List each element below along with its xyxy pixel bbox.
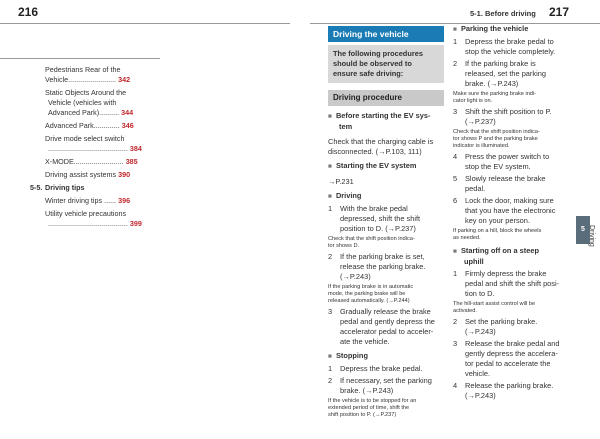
- paragraph: Check that the charging cable is disconnected. (→P.103, 111): [328, 137, 434, 156]
- note: The hill-start assist control will be activated.: [453, 301, 536, 314]
- left-page-number: 216: [18, 5, 39, 19]
- heading-parking: ■ Parking the vehicle: [453, 24, 571, 35]
- note: If the vehicle is to be stopped for an extended period of time, shift the shift position to P. (→P.237): [328, 398, 417, 418]
- step: 1 Depress the brake pedal.: [328, 364, 423, 373]
- step: 4 Press the power switch to stop the EV system.: [453, 152, 550, 171]
- toc-entry[interactable]: Advanced Park............. 346: [45, 121, 134, 130]
- heading-stopping: ■ Stopping: [328, 351, 444, 362]
- step: 2 If necessary, set the parking brake. (→P.243): [328, 376, 432, 395]
- right-page-number: 217: [549, 5, 570, 19]
- note: Check that the shift position indica- tor shows D.: [328, 236, 415, 249]
- toc-entry[interactable]: Driving assist systems 390: [45, 170, 131, 179]
- toc-entry[interactable]: Utility vehicle precautions ........................................ 399: [45, 209, 142, 228]
- column-left: Driving the vehicle The following procedures should be observed to ensure safe driving: Driving procedure ■ Before starting the EV sys- tem Check that the charging cable is disconnected. (→P.103, 111) ■ Starting the EV system →P.231 ■ Driving 1 With the brake pedal depressed, shift the shift position to D. (→P.237) Check that the shift position indica- tor shows D. 2 If the parking brake is set, release the parking brake. (→P.243) If the parking brake is in automatic mode, the parking brake will be released automatically. (→P.244) 3 Gradually release the brake pedal and gently depress the accelerator pedal to acceler- ate the vehicle. ■ Stopping 1 Depress the brake pedal. 2 If necessary, set the parking brake. (→P.243) If the vehicle is to be stopped for an extended period of time, shift the shift position to P. (→P.237): [328, 26, 444, 421]
- step: 5 Slowly release the brake pedal.: [453, 174, 546, 193]
- step: 3 Release the brake pedal and gently depress the accelera- tor pedal to accelerate the vehicle.: [453, 339, 560, 378]
- step: 6 Lock the door, making sure that you have the electronic key on your person.: [453, 196, 556, 225]
- toc-entry[interactable]: X-MODE......................... 385: [45, 157, 138, 166]
- section-title: 5-1. Before driving: [470, 9, 536, 18]
- heading-steep-uphill: ■ Starting off on a steep: [453, 246, 571, 257]
- step: 1 Depress the brake pedal to stop the vehicle completely.: [453, 37, 556, 56]
- step: 2 If the parking brake is set, release the parking brake. (→P.243): [328, 252, 426, 281]
- step: 1 With the brake pedal depressed, shift the shift position to D. (→P.237): [328, 204, 421, 233]
- step: 3 Shift the shift position to P. (→P.237): [453, 107, 552, 126]
- step: 2 Set the parking brake. (→P.243): [453, 317, 538, 336]
- toc-section-heading: 5-5. Driving tips: [30, 183, 85, 192]
- step: 4 Release the parking brake. (→P.243): [453, 381, 554, 400]
- toc-entry[interactable]: Winter driving tips ...... 396: [45, 196, 131, 205]
- column-right: ■ Parking the vehicle 1 Depress the brake pedal to stop the vehicle completely. 2 If the parking brake is released, set the parking brake. (→P.243) Make sure the parking brake indi- cator light is on. 3 Shift the shift position to P. (→P.237) Check that the shift position indica- tor shows P and the parking brake indicator is illuminated. 4 Press the power switch to stop the EV system. 5 Slowly release the brake pedal. 6 Lock the door, making sure that you have the electronic key on your person. If parking on a hill, block the wheels as needed. ■ Starting off on a steep uphill 1 Firmly depress the brake pedal and shift the shift posi- tion to D. The hill-start assist control will be activated. 2 Set the parking brake. (→P.243) 3 Release the brake pedal and gently depress the accelera- tor pedal to accelerate the vehicle. 4 Release the parking brake. (→P.243): [453, 24, 571, 401]
- toc-top-rule: [0, 58, 160, 59]
- toc-entry[interactable]: Pedestrians Rear of the Vehicle........................ 342: [45, 65, 131, 84]
- chapter-header: Driving the vehicle: [328, 26, 444, 42]
- heading-before-start: ■ Before starting the EV sys-: [328, 111, 444, 122]
- step: 3 Gradually release the brake pedal and gently depress the accelerator pedal to acceler- ate the vehicle.: [328, 307, 435, 346]
- intro-box: The following procedures should be observed to ensure safe driving:: [328, 45, 444, 83]
- page-reference: →P.231: [328, 177, 354, 186]
- step: 1 Firmly depress the brake pedal and shift the shift posi- tion to D.: [453, 269, 560, 298]
- note: If the parking brake is in automatic mode, the parking brake will be released automatically. (→P.244): [328, 284, 414, 304]
- note: Check that the shift position indica- tor shows P and the parking brake indicator is illuminated.: [453, 129, 540, 149]
- subsection-header: Driving procedure: [328, 90, 444, 106]
- table-of-contents: [30, 65, 150, 232]
- note: Make sure the parking brake indi- cator light is on.: [453, 91, 537, 104]
- heading-starting-ev: ■ Starting the EV system: [328, 161, 444, 172]
- chapter-tab-label: Driving: [588, 225, 595, 247]
- chapter-tab[interactable]: 5: [576, 216, 590, 244]
- toc-entry[interactable]: Static Objects Around the Vehicle (vehicles with Advanced Park).......... 344: [45, 88, 134, 117]
- step: 2 If the parking brake is released, set the parking brake. (→P.243): [453, 59, 546, 88]
- heading-driving: ■ Driving: [328, 191, 444, 202]
- left-header-rule: [0, 23, 290, 24]
- toc-entry[interactable]: Drive mode select switch ........................................ 384: [45, 134, 142, 153]
- note: If parking on a hill, block the wheels as needed.: [453, 228, 542, 241]
